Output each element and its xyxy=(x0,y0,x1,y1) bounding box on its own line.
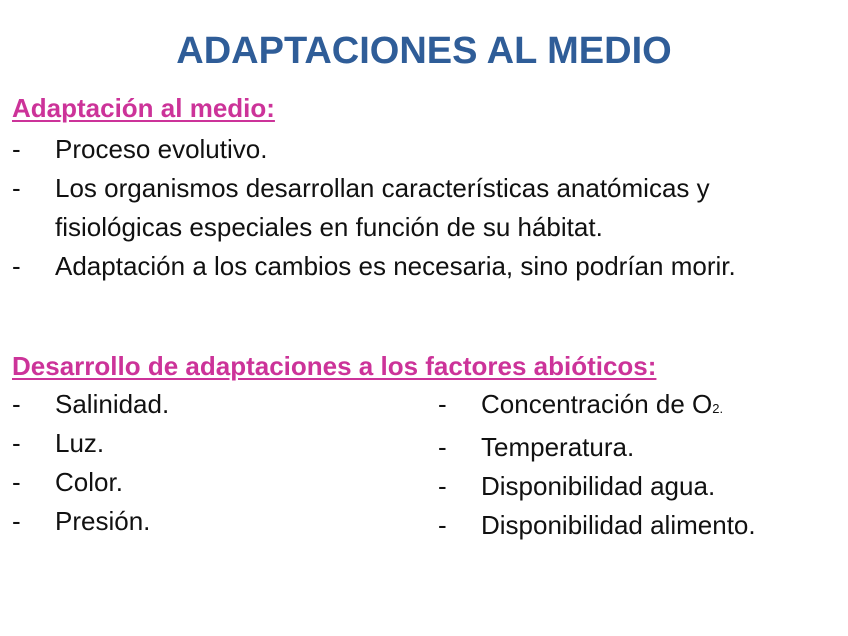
abiotic-factors-right-list xyxy=(438,385,843,545)
list-item-text: Proceso evolutivo. xyxy=(55,134,268,164)
list-bullet: - xyxy=(438,432,447,462)
list-item xyxy=(12,169,815,247)
list-bullet: - xyxy=(12,134,21,164)
list-item xyxy=(12,424,412,463)
list-item-text: Disponibilidad alimento. xyxy=(481,510,756,540)
list-item xyxy=(438,428,843,467)
list-item xyxy=(12,247,842,286)
list-item xyxy=(12,463,412,502)
list-item xyxy=(438,385,843,428)
adaptation-list xyxy=(12,130,842,286)
list-item xyxy=(12,385,412,424)
list-item-text: Luz. xyxy=(55,428,105,458)
list-item-text: Salinidad. xyxy=(55,389,170,419)
section-heading-adaptacion: Adaptación al medio: xyxy=(12,93,275,123)
list-bullet: - xyxy=(12,467,21,497)
list-item xyxy=(438,506,843,545)
abiotic-factors-left-list xyxy=(12,385,412,541)
list-item-text: Presión. xyxy=(55,506,151,536)
list-item-text: Temperatura. xyxy=(481,432,635,462)
list-bullet: - xyxy=(12,251,21,281)
list-item-text: Los organismos desarrollan características anatómicas y fisiológicas especiales en función de su hábitat. xyxy=(55,173,710,242)
list-item-text: Concentración de O xyxy=(481,389,713,419)
list-bullet: - xyxy=(438,510,447,540)
list-item-text: Color. xyxy=(55,467,123,497)
list-item-text: Adaptación a los cambios es necesaria, sino podrían morir. xyxy=(55,251,736,281)
list-item xyxy=(12,130,842,169)
list-item-text: Disponibilidad agua. xyxy=(481,471,716,501)
list-bullet: - xyxy=(438,471,447,501)
list-bullet: - xyxy=(12,389,21,419)
list-item xyxy=(12,502,412,541)
section-heading-factores-abioticos: Desarrollo de adaptaciones a los factores abióticos: xyxy=(12,351,657,381)
oxygen-subscript: 2. xyxy=(712,401,724,416)
list-bullet: - xyxy=(12,428,21,458)
list-bullet: - xyxy=(438,389,447,419)
list-bullet: - xyxy=(12,506,21,536)
slide-title: ADAPTACIONES AL MEDIO xyxy=(176,30,672,72)
list-item xyxy=(438,467,843,506)
list-bullet: - xyxy=(12,173,21,203)
